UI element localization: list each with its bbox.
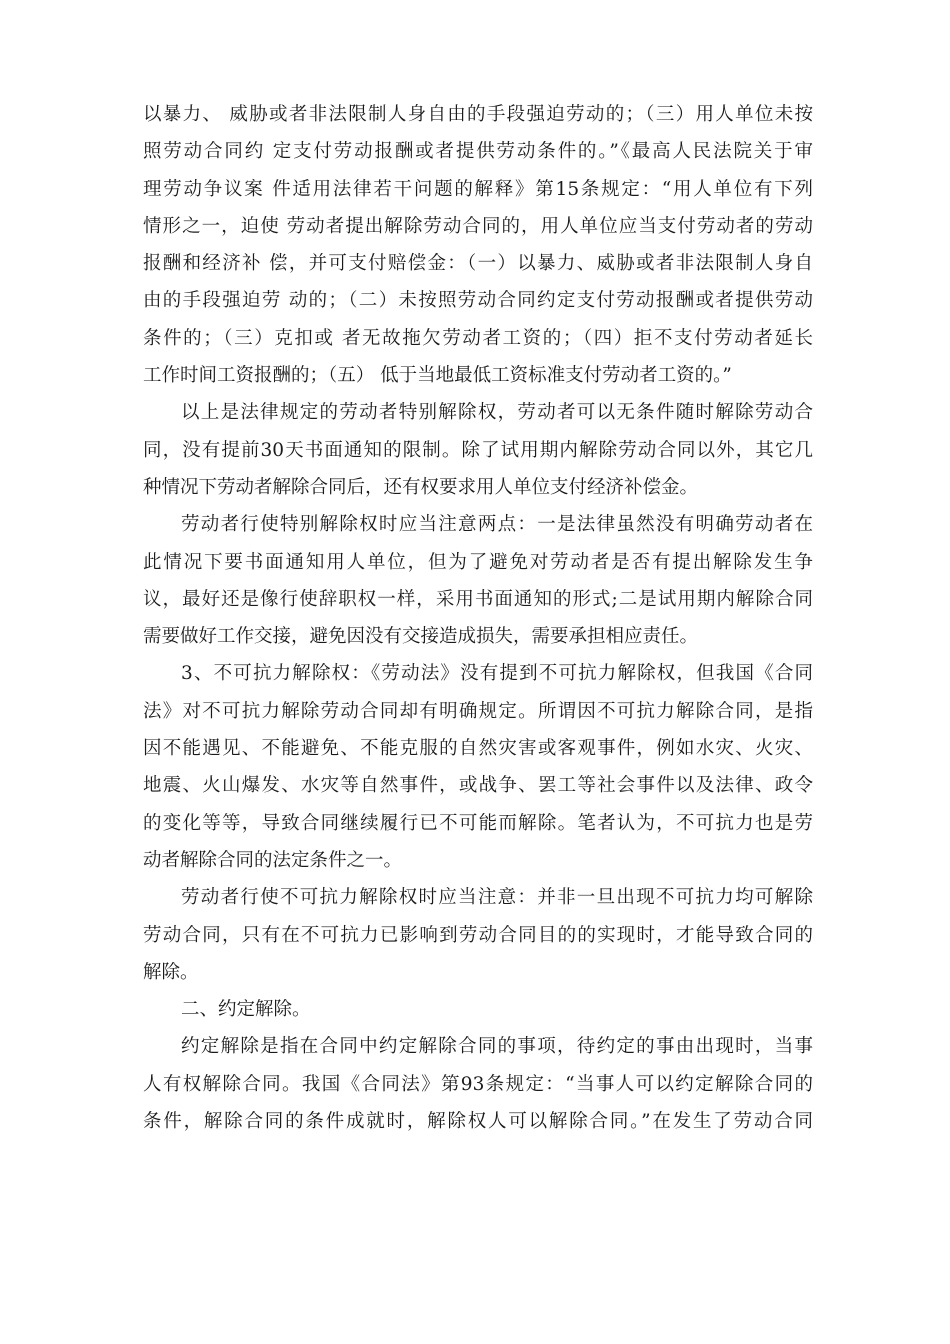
text-line: 3、不可抗力解除权：《劳动法》没有提到不可抗力解除权，但我国《合同 bbox=[181, 663, 813, 685]
text-line: 此情况下要书面通知用人单位，但为了避免对劳动者是否有提出解除发生争 bbox=[143, 551, 813, 573]
text-line: 约定解除是指在合同中约定解除合同的事项，待约定的事由出现时，当事 bbox=[181, 1036, 813, 1058]
text-line: 劳动者行使不可抗力解除权时应当注意：并非一旦出现不可抗力均可解除 bbox=[181, 887, 813, 909]
body-text bbox=[143, 96, 813, 1140]
text-line: 劳动合同，只有在不可抗力已影响到劳动合同目的的实现时，才能导致合同的 bbox=[143, 924, 813, 946]
text-line: 同，没有提前30天书面通知的限制。除了试用期内解除劳动合同以外，其它几 bbox=[143, 439, 813, 461]
text-line: 法》对不可抗力解除劳动合同却有明确规定。所谓因不可抗力解除合同，是指 bbox=[143, 700, 813, 722]
text-line: 需要做好工作交接，避免因没有交接造成损失，需要承担相应责任。 bbox=[143, 626, 699, 648]
text-line: 理劳动争议案 件适用法律若干问题的解释》第15条规定：“用人单位有下列 bbox=[143, 178, 813, 200]
text-line: 议，最好还是像行使辞职权一样，采用书面通知的形式;二是试用期内解除合同 bbox=[143, 588, 813, 610]
text-line: 动者解除合同的法定条件之一。 bbox=[143, 849, 403, 871]
text-line: 条件，解除合同的条件成就时，解除权人可以解除合同。”在发生了劳动合同 bbox=[143, 1111, 813, 1133]
text-line: 工作时间工资报酬的；（五） 低于当地最低工资标准支付劳动者工资的。” bbox=[143, 365, 732, 387]
text-line: 劳动者行使特别解除权时应当注意两点：一是法律虽然没有明确劳动者在 bbox=[181, 514, 813, 536]
text-line: 人有权解除合同。我国《合同法》第93条规定：“当事人可以约定解除合同的 bbox=[143, 1073, 813, 1095]
text-line: 由的手段强迫劳 动的；（二）未按照劳动合同约定支付劳动报酬或者提供劳动 bbox=[143, 290, 813, 312]
text-line: 照劳动合同约 定支付劳动报酬或者提供劳动条件的。”《最高人民法院关于审 bbox=[143, 141, 813, 163]
text-line: 情形之一，迫使 劳动者提出解除劳动合同的，用人单位应当支付劳动者的劳动 bbox=[143, 215, 813, 237]
text-line: 种情况下劳动者解除合同后，还有权要求用人单位支付经济补偿金。 bbox=[143, 476, 699, 498]
text-line: 以上是法律规定的劳动者特别解除权，劳动者可以无条件随时解除劳动合 bbox=[181, 402, 813, 424]
text-line: 的变化等等，导致合同继续履行已不可能而解除。笔者认为，不可抗力也是劳 bbox=[143, 812, 813, 834]
text-line: 条件的；（三）克扣或 者无故拖欠劳动者工资的；（四）拒不支付劳动者延长 bbox=[143, 327, 813, 349]
text-line: 报酬和经济补 偿，并可支付赔偿金：（一）以暴力、威胁或者非法限制人身自 bbox=[143, 253, 813, 275]
text-line: 因不能遇见、不能避免、不能克服的自然灾害或客观事件，例如水灾、火灾、 bbox=[143, 738, 813, 760]
text-line: 以暴力、 威胁或者非法限制人身自由的手段强迫劳动的；（三）用人单位未按 bbox=[143, 104, 813, 125]
text-line: 地震、火山爆发、水灾等自然事件，或战争、罢工等社会事件以及法律、政令 bbox=[143, 775, 813, 797]
text-line: 二、约定解除。 bbox=[181, 999, 311, 1021]
text-line: 解除。 bbox=[143, 961, 199, 983]
